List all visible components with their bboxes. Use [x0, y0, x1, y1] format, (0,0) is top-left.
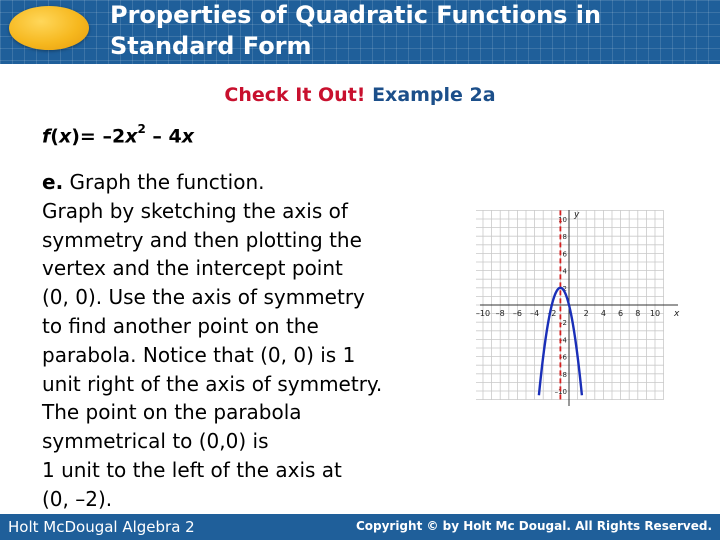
y-axis-label: y: [574, 210, 580, 220]
part-label: e.: [42, 170, 64, 194]
title-line-2: Standard Form: [110, 32, 312, 60]
text-line-6: to find another point on the: [42, 313, 319, 338]
x-tick-label: –8: [495, 309, 505, 318]
text-line: [42, 168, 482, 197]
function-name: f: [42, 125, 51, 148]
y-tick-label: 8: [562, 233, 567, 242]
function-exponent: 2: [137, 122, 146, 136]
text-line-10: symmetrical to (0,0) is: [42, 429, 269, 454]
y-tick-label: –2: [559, 319, 567, 328]
text-line-2: Graph by sketching the axis of: [42, 198, 348, 223]
y-tick-label: –6: [559, 353, 567, 362]
x-tick-label: –4: [530, 309, 540, 318]
text-line-12: (0, –2).: [42, 486, 113, 511]
x-tick-label: 2: [583, 309, 589, 318]
function-open-paren: (: [50, 125, 59, 148]
parabola-graph: [476, 208, 682, 408]
logo-icon: [9, 6, 89, 50]
x-tick-label: 6: [618, 309, 624, 318]
y-tick-label: 6: [562, 250, 567, 259]
text-line-8: unit right of the axis of symmetry.: [42, 371, 383, 396]
function-definition: [42, 124, 194, 147]
function-part-1: )= –2: [71, 125, 126, 148]
y-tick-label: –10: [554, 388, 567, 396]
y-tick-label: –8: [559, 370, 567, 379]
function-var-1: x: [58, 125, 72, 148]
text-line-4: vertex and the intercept point: [42, 256, 343, 281]
x-tick-label: 10: [649, 309, 661, 318]
text-line-7: parabola. Notice that (0, 0) is 1: [42, 342, 356, 367]
example-label: Example 2a: [372, 84, 496, 106]
function-var-2: x: [125, 125, 138, 148]
text-line-9: The point on the parabola: [42, 400, 302, 425]
x-tick-label: 4: [600, 309, 606, 318]
x-axis-label: x: [674, 309, 680, 319]
text-line-3: symmetry and then plotting the: [42, 227, 362, 252]
title-line-1: Properties of Quadratic Functions in: [110, 1, 602, 29]
explanation-text: [42, 168, 482, 514]
x-tick-label: –10: [476, 309, 491, 318]
header-bar: [0, 0, 720, 64]
text-line-1: Graph the function.: [63, 170, 265, 194]
function-var-3: x: [181, 125, 195, 148]
text-line-11: 1 unit to the left of the axis at: [42, 457, 342, 482]
y-tick-label: 10: [558, 216, 567, 224]
slide-title: [110, 0, 710, 62]
footer-book-title: Holt McDougal Algebra 2: [8, 518, 195, 536]
function-part-2: – 4: [145, 125, 182, 148]
footer-copyright: Copyright © by Holt Mc Dougal. All Rights Reserved.: [355, 519, 712, 533]
x-tick-label: 8: [635, 309, 641, 318]
check-it-out-label: Check It Out!: [224, 84, 366, 106]
x-tick-label: –6: [512, 309, 522, 318]
y-tick-label: 4: [562, 267, 567, 276]
y-tick-label: –4: [559, 336, 567, 345]
text-line-5: (0, 0). Use the axis of symmetry: [42, 285, 365, 310]
footer-bar: [0, 514, 720, 540]
y-tick-label: 2: [562, 284, 567, 293]
x-tick-label: –2: [547, 309, 557, 318]
example-heading: [0, 84, 720, 106]
